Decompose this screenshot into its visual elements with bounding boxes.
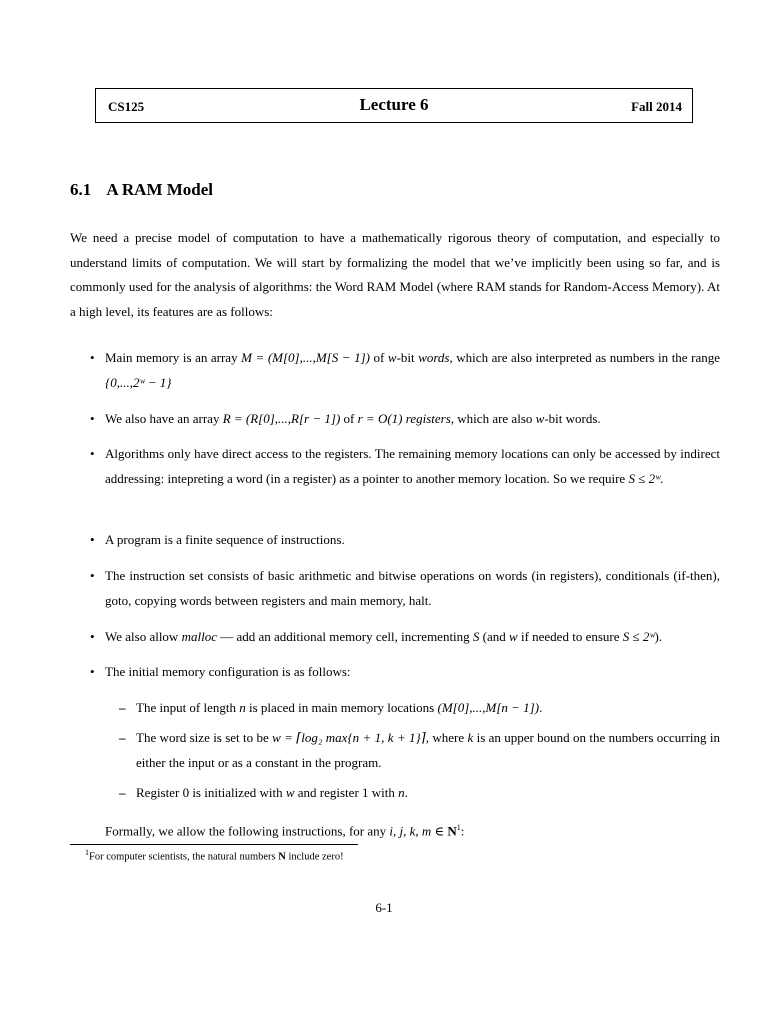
bullet-dot-icon: • (90, 411, 95, 426)
section-title-text: A RAM Model (106, 180, 214, 199)
section-heading (70, 180, 213, 200)
page-number: 6-1 (375, 900, 393, 915)
text: if needed to ensure (517, 629, 623, 644)
text: The initial memory configuration is as follows: (105, 664, 351, 679)
math-s-bound: S ≤ 2ʷ (628, 470, 661, 486)
text: A program is a finite sequence of instructions. (105, 532, 345, 547)
section-number: 6.1 (70, 180, 92, 199)
bullet-dot-icon: • (90, 532, 95, 547)
math-k: k (467, 730, 474, 745)
text: For computer scientists, the natural numbers (89, 851, 279, 863)
term-label: Fall 2014 (631, 99, 682, 114)
intro-paragraph: We need a precise model of computation to have a mathematically rigorous theory of computation, and especially to understand limits of computation. We will start by formalizing the model that we’ve implicitly been using so far, and is commonly used for the analysis of algorithms: the Word RAM Model (where RAM stands for Random-Access Memory). At a high level, its features are as follows: (70, 230, 720, 319)
term-registers: registers (405, 411, 451, 426)
math-indices: i, j, k, m ∈ (389, 823, 448, 839)
math-s-bound: S ≤ 2ʷ (622, 629, 655, 644)
bullet-direct-access (90, 442, 720, 491)
math-S: S (472, 629, 480, 644)
bullet-initial-config (90, 660, 720, 685)
text: is placed in main memory locations (245, 700, 438, 715)
text: , where (425, 730, 468, 745)
text: ). (654, 629, 663, 644)
bullet-instruction-set (90, 564, 720, 613)
footnote-mark: 1 (85, 848, 89, 857)
math-w: w (509, 629, 518, 644)
text: The input of length (136, 700, 240, 715)
text: We also allow (105, 629, 182, 644)
text: — add an additional memory cell, incrementing (216, 629, 473, 644)
math-w: w (387, 350, 397, 365)
bullet-dot-icon: • (90, 350, 95, 365)
math-n: n (398, 785, 405, 800)
footnote-ref[interactable]: 1 (456, 823, 461, 832)
bullet-dot-icon: • (90, 629, 95, 644)
math-naturals: N (447, 823, 457, 839)
footnote (85, 848, 344, 863)
term-malloc: malloc (181, 629, 217, 644)
subitem-input (119, 696, 720, 721)
math-register-array: R = (R[0],...,R[r − 1]) (222, 411, 341, 426)
subitem-word-size (119, 726, 720, 775)
text: . (660, 470, 664, 486)
text: . (404, 785, 408, 800)
math-w: w (535, 411, 545, 426)
dash-marker-icon: – (119, 700, 126, 715)
instructions-intro-paragraph (105, 816, 720, 844)
text: The word size is set to be (136, 730, 273, 745)
text: Formally, we allow the following instructions, for any (105, 823, 390, 839)
term-words: words (418, 350, 450, 365)
text: The instruction set consists of basic arithmetic and bitwise operations on words (in registers), conditionals (if-then), goto, copying words between registers and main memory, halt. (105, 568, 720, 608)
bullet-dot-icon: • (90, 446, 95, 461)
text: Main memory is an array (105, 350, 242, 365)
text: -bit words. (544, 411, 601, 426)
bullet-program (90, 528, 720, 553)
bullet-registers (90, 407, 720, 432)
text: of (340, 411, 358, 426)
math-naturals: N (278, 851, 286, 863)
subitem-registers-init (119, 781, 720, 806)
course-code: CS125 (108, 99, 145, 114)
text: (and (479, 629, 510, 644)
bullet-dot-icon: • (90, 568, 95, 583)
math-input-locations: (M[0],...,M[n − 1]) (437, 700, 540, 715)
text: , which are also interpreted as numbers in the range (449, 350, 720, 365)
bullet-dot-icon: • (90, 664, 95, 679)
math-n: n (239, 700, 246, 715)
dash-marker-icon: – (119, 785, 126, 800)
text: -bit (396, 350, 419, 365)
math-w: w (285, 785, 295, 800)
math-word-size: w = ⌈log₂ max{n + 1, k + 1}⌉ (272, 730, 426, 745)
dash-marker-icon: – (119, 730, 126, 745)
text: : (460, 823, 465, 839)
bullet-main-memory (90, 346, 720, 395)
math-range: {0,...,2ʷ − 1} (105, 374, 172, 390)
text: and register 1 with (294, 785, 399, 800)
text: . (539, 700, 543, 715)
math-r: r = O(1) (357, 411, 403, 426)
footnote-divider (70, 844, 358, 845)
math-memory-array: M = (M[0],...,M[S − 1]) (241, 350, 370, 365)
text: is an upper bound on the numbers occurring in either the input or as a constant in the program. (136, 730, 720, 770)
text: , which are also (450, 411, 536, 426)
text: of (369, 350, 388, 365)
lecture-title: Lecture 6 (359, 95, 429, 114)
text: We also have an array (105, 411, 223, 426)
lecture-header-box (95, 88, 693, 123)
text: Register 0 is initialized with (136, 785, 286, 800)
text: Algorithms only have direct access to the registers. The remaining memory locations can only be accessed by indirect addressing: intepreting a word (in a register) as a pointer to another memory location. So we require (105, 446, 720, 486)
bullet-malloc (90, 625, 720, 650)
text: include zero! (285, 851, 344, 863)
